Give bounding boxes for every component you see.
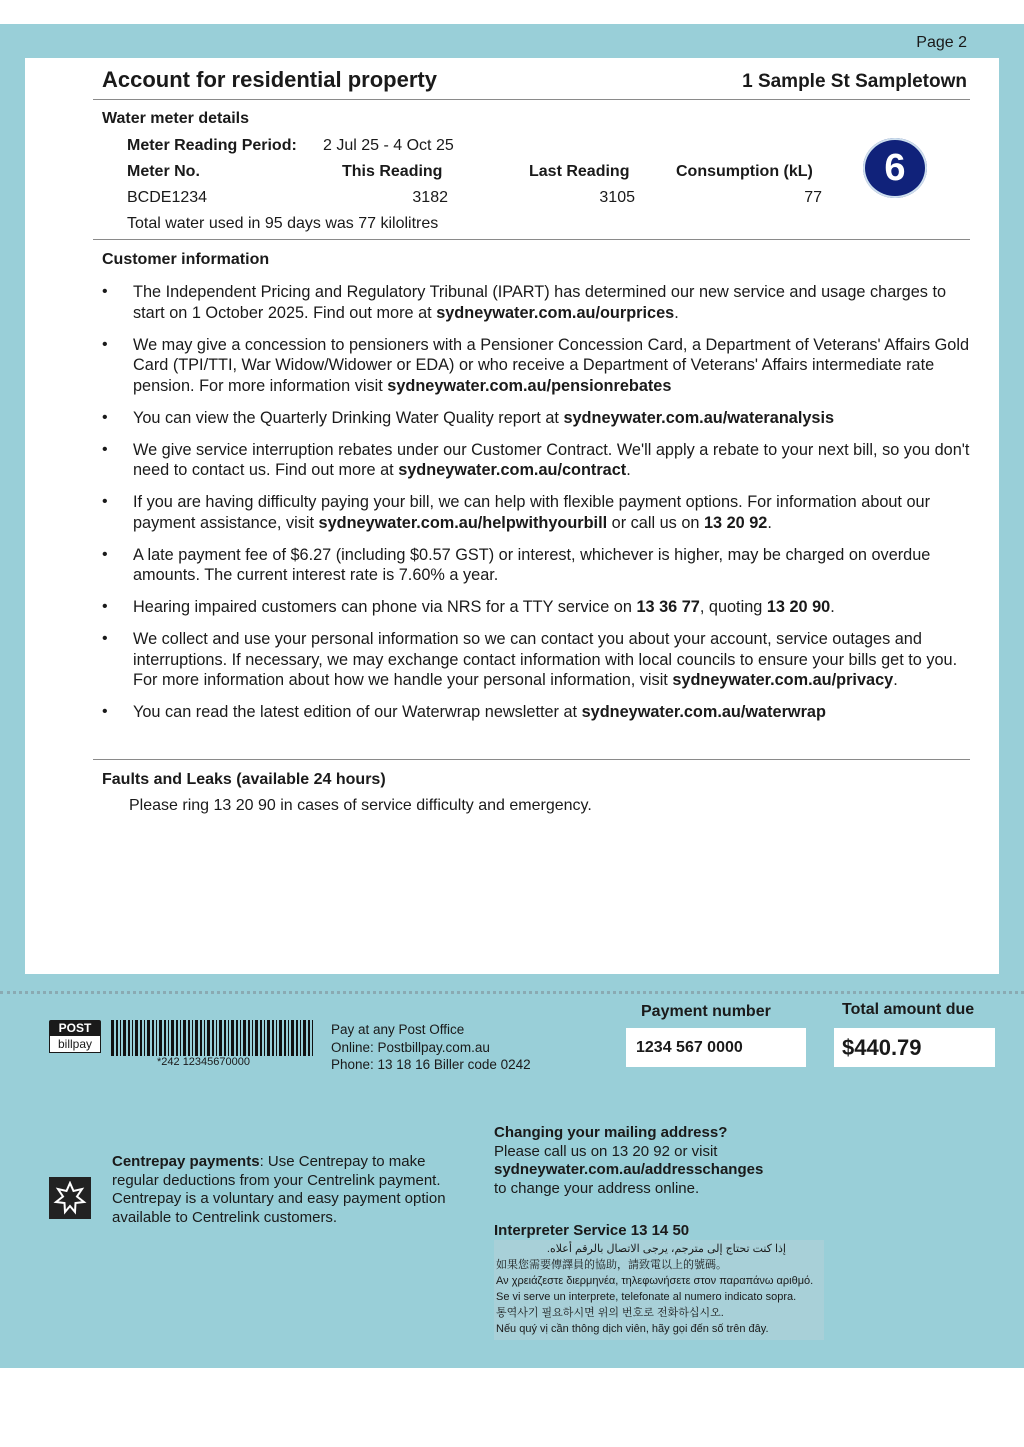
property-address: 1 Sample St Sampletown xyxy=(742,71,967,92)
barcode-bar xyxy=(171,1020,174,1056)
info-link[interactable]: sydneywater.com.au/pensionrebates xyxy=(387,376,672,395)
barcode-bar xyxy=(240,1020,241,1056)
last-reading-header: Last Reading xyxy=(529,163,630,180)
meter-no-header: Meter No. xyxy=(127,163,200,180)
info-link[interactable]: sydneywater.com.au/wateranalysis xyxy=(563,408,835,427)
post-billpay-logo-bottom: billpay xyxy=(49,1035,101,1053)
barcode-bar xyxy=(116,1020,118,1056)
barcode-bar xyxy=(180,1020,181,1056)
info-text: We give service interruption rebates under our Customer Contract. We'll apply a rebate to your next bill, so you don't need to contact us. Find out more at xyxy=(133,440,970,479)
barcode-bar xyxy=(231,1020,234,1056)
barcode-bar xyxy=(288,1020,289,1056)
pay-line: Phone: 13 18 16 Biller code 0242 xyxy=(331,1057,531,1072)
barcode-bar xyxy=(152,1020,154,1056)
bullet-icon: • xyxy=(102,335,108,353)
interpreter-line-greek: Αν χρειάζεστε διερμηνέα, τηλεφωνήσετε στον παραπάνω αριθμό. xyxy=(496,1275,814,1287)
page-number: Page 2 xyxy=(916,34,967,51)
barcode-bar xyxy=(291,1020,294,1056)
barcode-bar xyxy=(279,1020,282,1056)
info-item xyxy=(100,335,980,397)
interpreter-title: Interpreter Service 13 14 50 xyxy=(494,1222,690,1239)
meter-no-value: BCDE1234 xyxy=(127,189,208,206)
mailing-line: Please call us on 13 20 92 or visit xyxy=(494,1142,718,1160)
info-text: A late payment fee of $6.27 (including $0.57 GST) or interest, whichever is higher, may be charged on overdue amounts. The current interest rate is 7.60% a year. xyxy=(133,545,931,584)
barcode-bar xyxy=(111,1020,114,1056)
info-link[interactable]: sydneywater.com.au/contract xyxy=(398,461,627,479)
barcode-bar xyxy=(264,1020,265,1056)
bullet-icon: • xyxy=(102,408,108,426)
this-reading-header: This Reading xyxy=(342,163,443,180)
info-item: • Hearing impaired customers can phone via NRS for a TTY service on 13 36 77, quoting 13 20 90. xyxy=(102,598,835,616)
barcode-bar xyxy=(308,1020,310,1056)
bill-number-badge: 6 xyxy=(863,138,927,198)
info-item: • The Independent Pricing and Regulatory Tribunal (IPART) has determined our new service and usage charges to start on 1 October 2025. Find out more at sydneywater.com.au/ourprices. xyxy=(102,283,947,322)
barcode-bar xyxy=(236,1020,238,1056)
info-link[interactable]: sydneywater.com.au/waterwrap xyxy=(581,703,826,721)
info-link[interactable]: 13 20 92 xyxy=(703,513,768,532)
barcode-bar xyxy=(128,1020,130,1056)
barcode-bar xyxy=(284,1020,286,1056)
centrelink-star-icon xyxy=(49,1177,91,1219)
info-text: Hearing impaired customers can phone via NRS for a TTY service on xyxy=(133,598,637,616)
interpreter-line-korean: 통역사기 필요하시면 위의 번호로 전화하십시오. xyxy=(496,1307,724,1319)
account-title: Account for residential property xyxy=(102,67,437,92)
barcode-bar xyxy=(276,1020,277,1056)
barcode-bar xyxy=(140,1020,142,1056)
centrepay-text xyxy=(112,1153,452,1227)
info-item xyxy=(100,545,980,586)
mailing-title: Changing your mailing address? xyxy=(494,1124,728,1141)
barcode-bar xyxy=(248,1020,250,1056)
bullet-icon: • xyxy=(102,630,108,647)
pay-line: Pay at any Post Office xyxy=(331,1022,465,1037)
customer-info-title: Customer information xyxy=(102,251,270,268)
info-text: We may give a concession to pensioners with a Pensioner Concession Card, a Department of Veterans' Affairs Gold Card (TPI/TTI, War Widow/Widower or EDA) or who receive a Department of Veterans' Affairs intermediate rate pension. For more information visit xyxy=(133,335,970,395)
bullet-icon: • xyxy=(102,598,108,615)
last-reading-value: 3105 xyxy=(599,189,635,206)
barcode-bar xyxy=(219,1020,222,1056)
barcode-bar xyxy=(135,1020,138,1056)
interpreter-line-italian: Se vi serve un interprete, telefonate al numero indicato sopra. xyxy=(496,1291,797,1303)
info-text: If you are having difficulty paying your bill, we can help with flexible payment options. For information about our payment assistance, visit xyxy=(133,493,931,532)
bullet-icon: • xyxy=(102,283,108,300)
barcode-bar xyxy=(176,1020,178,1056)
meter-period-label: Meter Reading Period: xyxy=(127,137,297,154)
payment-number-label: Payment number xyxy=(641,1003,771,1020)
pay-line: Online: Postbillpay.com.au xyxy=(331,1039,490,1055)
info-link[interactable]: sydneywater.com.au/helpwithyourbill xyxy=(318,513,608,532)
barcode-bar xyxy=(147,1020,150,1056)
barcode-bar xyxy=(195,1020,198,1056)
info-link[interactable]: sydneywater.com.au/ourprices xyxy=(436,303,675,322)
pay-instructions xyxy=(331,1021,531,1074)
barcode-bar xyxy=(228,1020,229,1056)
barcode-bar xyxy=(252,1020,253,1056)
tear-line xyxy=(0,991,1024,994)
barcode-bar xyxy=(243,1020,246,1056)
interpreter-languages xyxy=(494,1240,824,1340)
barcode-bar xyxy=(192,1020,193,1056)
barcode-bar xyxy=(204,1020,205,1056)
barcode-bar xyxy=(156,1020,157,1056)
barcode xyxy=(111,1020,317,1056)
info-text: The Independent Pricing and Regulatory Tribunal (IPART) has determined our new service and usage charges to start on 1 October 2025. Find out more at xyxy=(133,283,947,322)
info-link[interactable]: 13 20 90 xyxy=(766,598,831,616)
info-link[interactable]: 13 36 77 xyxy=(636,598,700,616)
meter-period-value: 2 Jul 25 - 4 Oct 25 xyxy=(323,137,454,154)
barcode-bar xyxy=(123,1020,126,1056)
barcode-bar xyxy=(267,1020,270,1056)
consumption-header: Consumption (kL) xyxy=(676,163,813,180)
total-water-used: Total water used in 95 days was 77 kilolitres xyxy=(127,215,439,232)
mailing-address-block xyxy=(494,1124,814,1198)
info-item: • If you are having difficulty paying your bill, we can help with flexible payment options. For information about our payment assistance, visit sydneywater.com.au/helpwithyourbill or call us on 13 20 92. xyxy=(102,493,931,532)
bullet-icon: • xyxy=(102,493,108,510)
info-link[interactable]: sydneywater.com.au/privacy xyxy=(672,671,894,689)
info-text: You can view the Quarterly Drinking Water Quality report at xyxy=(133,408,564,427)
barcode-bar xyxy=(296,1020,298,1056)
post-billpay-logo-top: POST xyxy=(49,1020,101,1035)
barcode-bar xyxy=(255,1020,258,1056)
barcode-bar xyxy=(200,1020,202,1056)
barcode-bar xyxy=(216,1020,217,1056)
centrepay-body: : Use Centrepay to make regular deductions from your Centrelink payment. Centrepay is a voluntary and easy payment option available to Centrelink customers. xyxy=(112,1153,446,1226)
meter-section-title: Water meter details xyxy=(102,110,250,127)
centrepay-heading: Centrepay payments xyxy=(112,1153,260,1170)
barcode-bar xyxy=(120,1020,121,1056)
faults-text: Please ring 13 20 90 in cases of service difficulty and emergency. xyxy=(129,797,592,814)
info-item: • We give service interruption rebates under our Customer Contract. We'll apply a rebate to your next bill, so you don't need to contact us. Find out more at sydneywater.com.au/contract. xyxy=(102,440,970,479)
customer-info-list xyxy=(100,282,980,734)
divider xyxy=(93,99,970,100)
bullet-icon: • xyxy=(102,545,108,563)
info-item: • We collect and use your personal information so we can contact you about your account, service outages and interruptions. If necessary, we may exchange contact information with local councils to ensure your bills get to you. For more information about how we handle your personal information, visit sydneywater.com.au/privacy. xyxy=(102,630,958,689)
divider xyxy=(93,759,970,760)
bullet-icon: • xyxy=(102,440,108,458)
total-amount-value: $440.79 xyxy=(834,1028,995,1067)
faults-title: Faults and Leaks (available 24 hours) xyxy=(102,771,386,788)
barcode-bar xyxy=(188,1020,190,1056)
barcode-bar xyxy=(260,1020,262,1056)
barcode-bar xyxy=(303,1020,306,1056)
barcode-number: *242 12345670000 xyxy=(157,1056,250,1068)
barcode-bar xyxy=(224,1020,226,1056)
mailing-line: to change your address online. xyxy=(494,1179,700,1197)
barcode-bar xyxy=(144,1020,145,1056)
barcode-bar xyxy=(312,1020,313,1056)
barcode-bar xyxy=(207,1020,210,1056)
barcode-bar xyxy=(159,1020,162,1056)
barcode-bar xyxy=(183,1020,186,1056)
interpreter-line-vietnamese: Nếu quý vị cần thông dịch viên, hãy gọi đến số trên đây. xyxy=(496,1323,769,1335)
consumption-value: 77 xyxy=(804,189,822,206)
barcode-bar xyxy=(272,1020,274,1056)
info-text: We collect and use your personal information so we can contact you about your account, service outages and interruptions. If necessary, we may exchange contact information with local councils to ensure your bills get to you. For more information about how we handle your personal information, visit xyxy=(133,630,958,689)
bullet-icon: • xyxy=(102,703,108,720)
barcode-bar xyxy=(164,1020,166,1056)
barcode-bar xyxy=(132,1020,133,1056)
info-text: You can read the latest edition of our Waterwrap newsletter at xyxy=(133,703,582,721)
interpreter-line-arabic: إذا كنت تحتاج إلى مترجم، يرجى الاتصال بالرقم أعلاه. xyxy=(546,1243,786,1255)
mailing-link[interactable]: sydneywater.com.au/addresschanges xyxy=(494,1161,764,1178)
payment-number-value: 1234 567 0000 xyxy=(626,1028,806,1067)
divider xyxy=(93,239,970,240)
interpreter-line-chinese: 如果您需要傳譯員的協助，請致電以上的號碼。 xyxy=(496,1259,727,1271)
barcode-bar xyxy=(168,1020,169,1056)
info-item xyxy=(100,702,980,723)
info-item xyxy=(100,408,980,429)
this-reading-value: 3182 xyxy=(412,189,448,206)
post-billpay-logo xyxy=(49,1020,101,1054)
total-amount-label: Total amount due xyxy=(842,1001,975,1018)
barcode-bar xyxy=(212,1020,214,1056)
barcode-bar xyxy=(300,1020,301,1056)
